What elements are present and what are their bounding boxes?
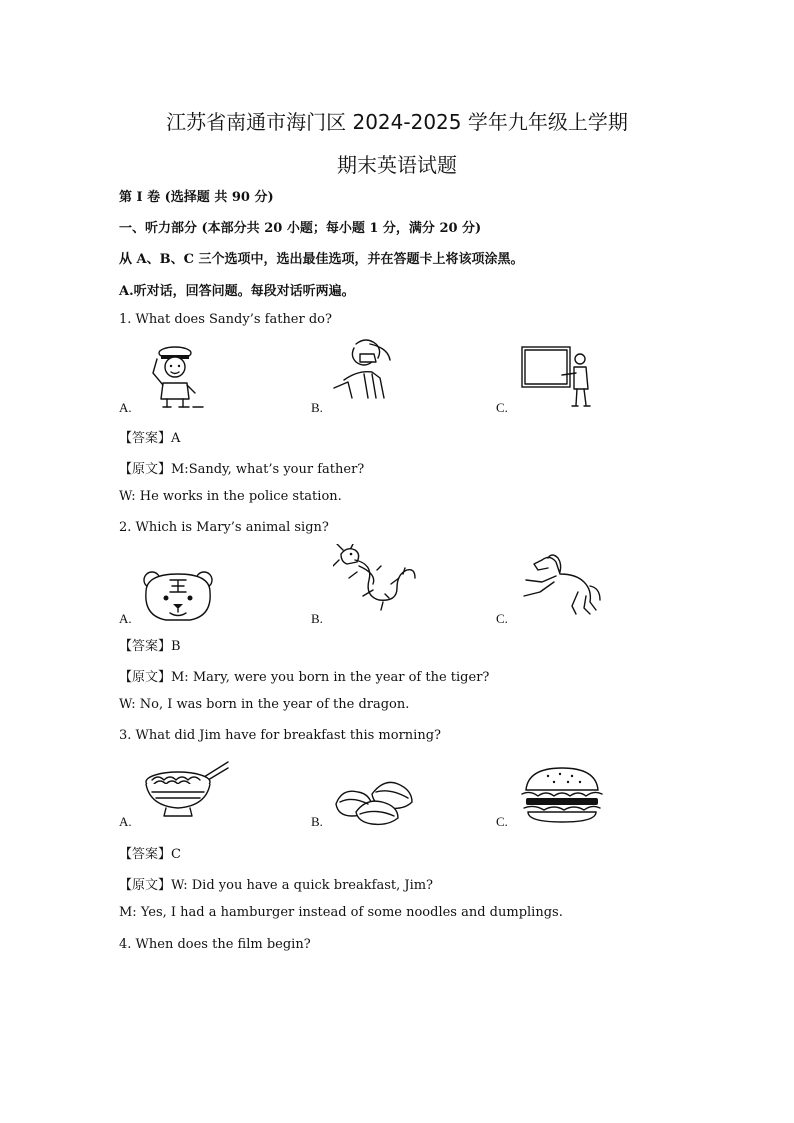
q2-transcript-line1: 【原文】M: Mary, were you born in the year of the tiger? [119,670,490,685]
teacher-image [520,345,596,409]
q3-option-a: A. [119,814,132,829]
dumplings-image [332,776,418,826]
instruction-text: 从 A、B、C 三个选项中，选出最佳选项，并在答题卡上将该项涂黑。 [119,252,524,267]
question-3: 3. What did Jim have for breakfast this morning? [119,728,441,743]
q2-answer: 【答案】B [119,639,181,654]
horse-image [516,552,602,618]
q3-transcript-line2: M: Yes, I had a hamburger instead of some noodles and dumplings. [119,905,563,920]
q1-answer: 【答案】A [119,431,181,446]
q3-answer: 【答案】C [119,847,181,862]
subpart-heading: A.听对话，回答问题。每段对话听两遍。 [119,284,355,299]
q2-option-b: B. [311,611,323,626]
section-heading: 第 I 卷 (选择题 共 90 分) [119,190,274,205]
q1-option-a: A. [119,400,132,415]
q1-option-c: C. [496,400,508,415]
q2-transcript-line2: W: No, I was born in the year of the dragon. [119,697,410,712]
question-2: 2. Which is Mary’s animal sign? [119,520,329,535]
hamburger-image [520,766,604,824]
noodles-image [142,760,230,818]
doctor-image [330,338,398,400]
dragon-image [333,544,417,616]
part-heading: 一、听力部分 (本部分共 20 小题；每小题 1 分，满分 20 分) [119,221,482,236]
q1-option-b: B. [311,400,323,415]
policeman-image [145,343,207,409]
document-title-line1: 江苏省南通市海门区 2024-2025 学年九年级上学期 [166,110,628,134]
q1-transcript-line2: W: He works in the police station. [119,489,342,504]
document-title-line2: 期末英语试题 [337,153,457,177]
q1-transcript-line1: 【原文】M:Sandy, what’s your father? [119,462,365,477]
q3-option-c: C. [496,814,508,829]
tiger-image [140,568,216,624]
q3-option-b: B. [311,814,323,829]
q2-option-a: A. [119,611,132,626]
question-4: 4. When does the film begin? [119,937,311,952]
question-1: 1. What does Sandy’s father do? [119,312,332,327]
q3-transcript-line1: 【原文】W: Did you have a quick breakfast, Jim? [119,878,434,893]
q2-option-c: C. [496,611,508,626]
